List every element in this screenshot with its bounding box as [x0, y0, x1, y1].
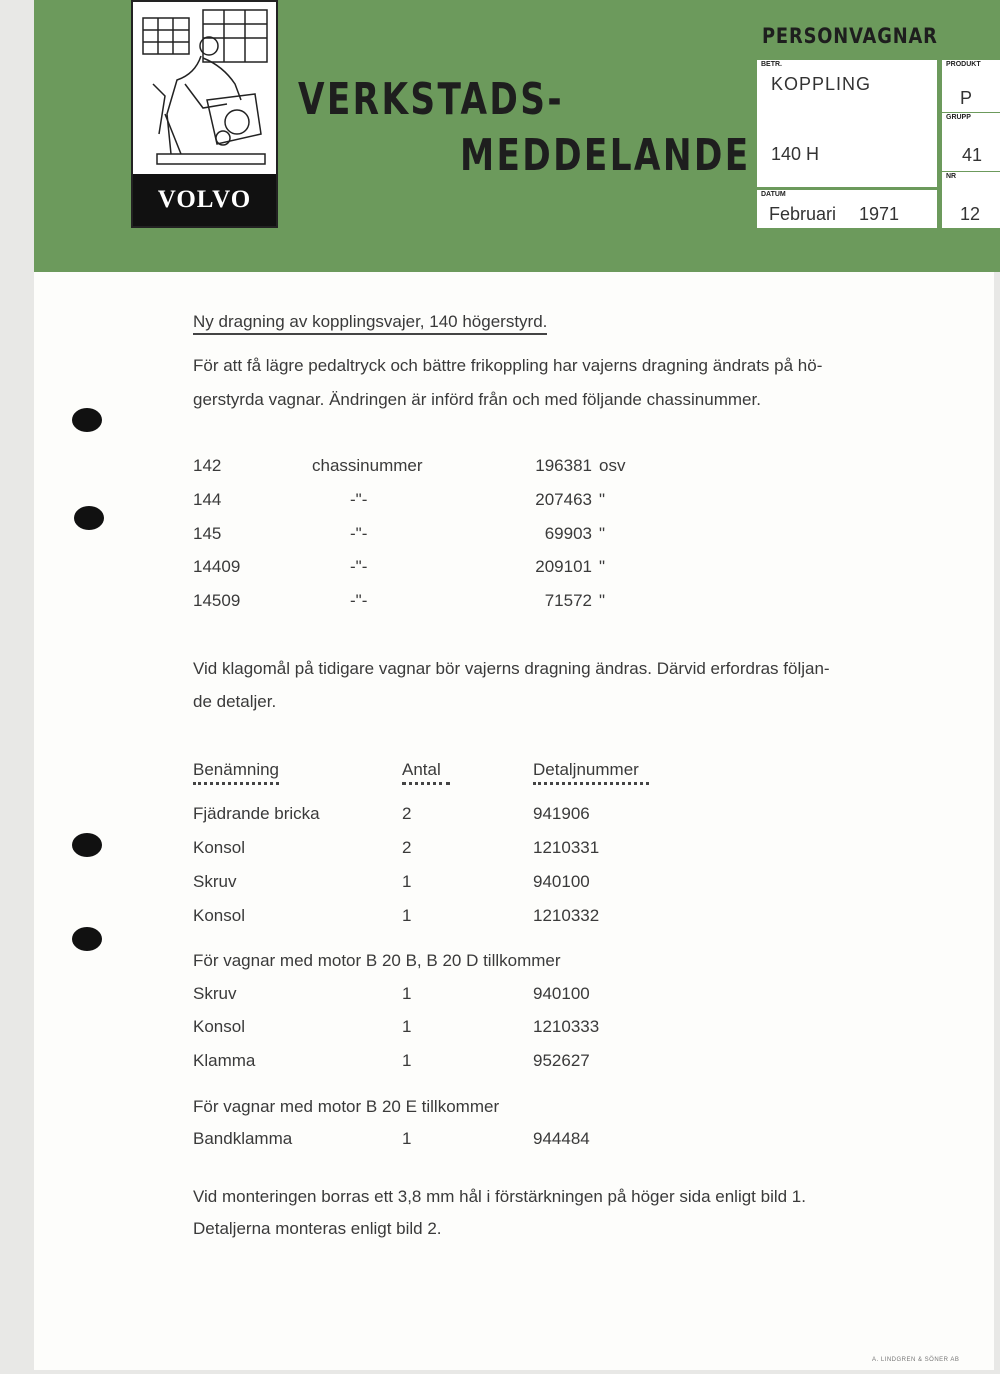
- part-qty: 1: [402, 872, 412, 891]
- section-heading: Ny dragning av kopplingsvajer, 140 högerstyrd.: [193, 312, 547, 335]
- chassis-suffix: ": [599, 490, 606, 509]
- parts-header-name: Benämning: [193, 760, 280, 779]
- part-number: 940100: [533, 872, 590, 891]
- chassis-label: -"-: [350, 490, 368, 509]
- betr-value-1: KOPPLING: [771, 74, 872, 94]
- volvo-logo-box: [131, 0, 278, 228]
- page-title-line2: MEDDELANDE: [460, 130, 751, 181]
- chassis-suffix: osv: [599, 456, 626, 475]
- chassis-number: 69903: [544, 524, 592, 543]
- part-name: Fjädrande bricka: [193, 804, 320, 823]
- datum-box: [757, 190, 937, 228]
- header-underline: [402, 782, 450, 785]
- part-qty: 1: [402, 1051, 412, 1070]
- chassis-model: 144: [193, 490, 222, 509]
- datum-label: DATUM: [761, 191, 786, 198]
- chassis-label: -"-: [350, 524, 368, 543]
- parts-header-number: Detaljnummer: [533, 760, 639, 779]
- part-number: 952627: [533, 1051, 590, 1070]
- produkt-label: PRODUKT: [946, 61, 981, 68]
- part-number: 944484: [533, 1129, 590, 1148]
- complaint-line-2: de detaljer.: [193, 692, 277, 711]
- chassis-label: chassinummer: [312, 456, 423, 475]
- header-underline: [193, 782, 279, 785]
- part-qty: 1: [402, 984, 412, 1003]
- mount-line-2: Detaljerna monteras enligt bild 2.: [193, 1219, 442, 1238]
- part-name: Konsol: [193, 906, 245, 925]
- b20bd-note: För vagnar med motor B 20 B, B 20 D tillkommer: [193, 951, 561, 970]
- part-number: 1210331: [533, 838, 600, 857]
- betr-box: [757, 60, 937, 187]
- chassis-number: 196381: [535, 456, 592, 475]
- grupp-value: 41: [962, 145, 983, 165]
- chassis-model: 142: [193, 456, 222, 475]
- part-name: Klamma: [193, 1051, 256, 1070]
- printer-imprint: A. LINDGREN & SÖNER AB: [872, 1357, 960, 1363]
- part-name: Skruv: [193, 984, 237, 1003]
- chassis-number: 209101: [535, 557, 592, 576]
- part-number: 940100: [533, 984, 590, 1003]
- category-label: PERSONVAGNAR: [762, 24, 938, 48]
- punch-hole: [72, 927, 102, 951]
- chassis-model: 145: [193, 524, 222, 543]
- chassis-model: 14409: [193, 557, 241, 576]
- part-qty: 2: [402, 804, 412, 823]
- intro-line-1: För att få lägre pedaltryck och bättre frikoppling har vajerns dragning ändrats på hö-: [193, 356, 823, 375]
- punch-hole: [72, 408, 102, 432]
- part-number: 941906: [533, 804, 590, 823]
- grupp-box: [942, 112, 1000, 171]
- part-qty: 1: [402, 1129, 412, 1148]
- nr-value: 12: [960, 204, 981, 224]
- part-number: 1210332: [533, 906, 600, 925]
- chassis-number: 71572: [544, 591, 592, 610]
- part-name: Bandklamma: [193, 1129, 293, 1148]
- complaint-line-1: Vid klagomål på tidigare vagnar bör vajerns dragning ändras. Därvid erfordras följan-: [193, 659, 830, 678]
- chassis-suffix: ": [599, 591, 606, 610]
- datum-year: 1971: [859, 204, 900, 224]
- part-name: Skruv: [193, 872, 237, 891]
- mount-line-1: Vid monteringen borras ett 3,8 mm hål i förstärkningen på höger sida enligt bild 1.: [193, 1187, 806, 1206]
- betr-value-2: 140 H: [771, 144, 820, 164]
- mechanic-illustration: [137, 4, 272, 172]
- chassis-suffix: ": [599, 557, 606, 576]
- part-name: Konsol: [193, 838, 245, 857]
- chassis-model: 14509: [193, 591, 241, 610]
- part-number: 1210333: [533, 1017, 600, 1036]
- chassis-suffix: ": [599, 524, 606, 543]
- produkt-box: [942, 60, 1000, 112]
- b20e-note: För vagnar med motor B 20 E tillkommer: [193, 1097, 500, 1116]
- punch-hole: [74, 506, 104, 530]
- part-name: Konsol: [193, 1017, 245, 1036]
- punch-hole: [72, 833, 102, 857]
- part-qty: 2: [402, 838, 412, 857]
- chassis-number: 207463: [535, 490, 592, 509]
- part-qty: 1: [402, 1017, 412, 1036]
- volvo-logo: VOLVO: [133, 174, 276, 226]
- nr-label: NR: [946, 173, 957, 180]
- chassis-label: -"-: [350, 591, 368, 610]
- datum-month: Februari: [769, 204, 837, 224]
- page-title-line1: VERKSTADS-: [298, 74, 564, 125]
- chassis-label: -"-: [350, 557, 368, 576]
- header-underline: [533, 782, 649, 785]
- produkt-value: P: [960, 88, 973, 108]
- grupp-label: GRUPP: [946, 114, 971, 121]
- betr-label: BETR.: [761, 61, 782, 68]
- intro-line-2: gerstyrda vagnar. Ändringen är införd från och med följande chassinummer.: [193, 390, 761, 409]
- nr-box: [942, 172, 1000, 228]
- parts-header-qty: Antal: [402, 760, 441, 779]
- part-qty: 1: [402, 906, 412, 925]
